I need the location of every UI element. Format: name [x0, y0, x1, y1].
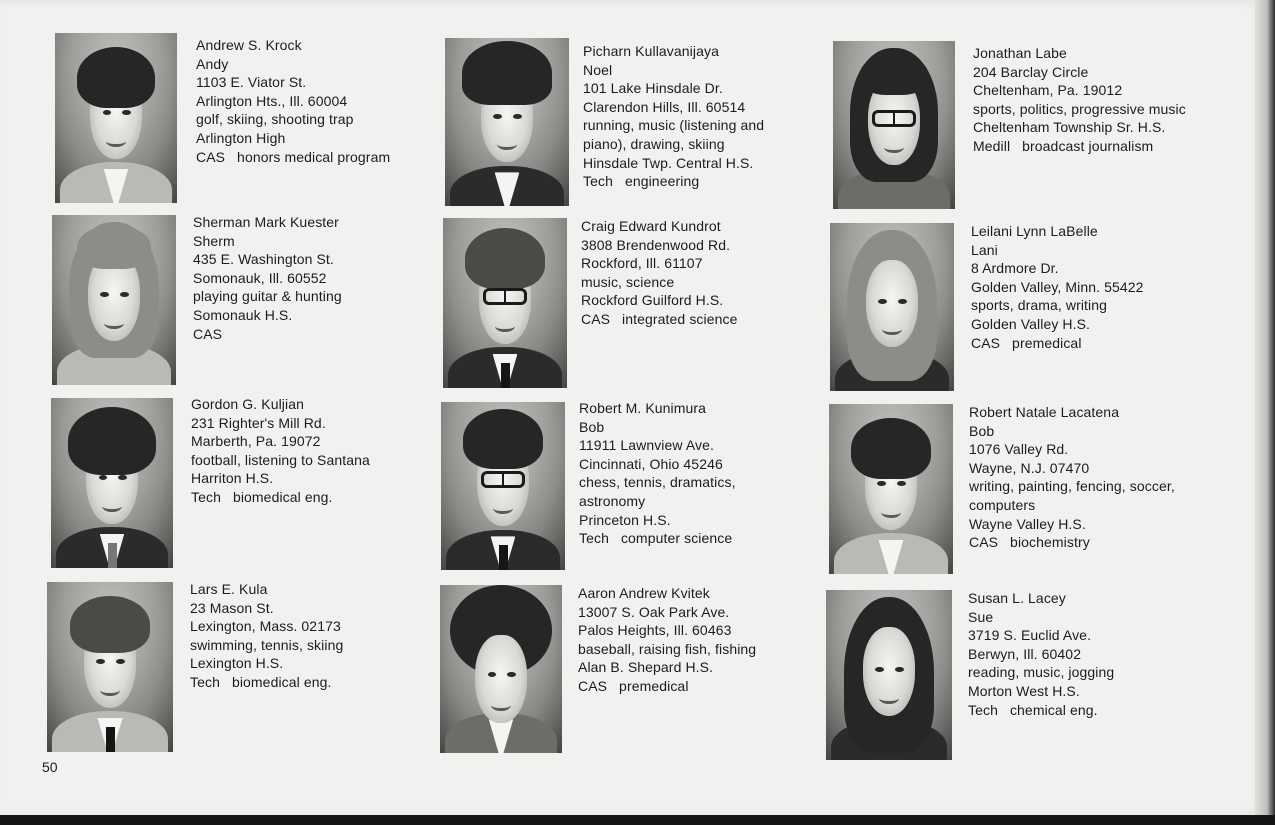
student-detail: Tech chemical eng. [968, 701, 1098, 718]
student-detail: Marberth, Pa. 19072 [191, 433, 321, 450]
student-photo [440, 585, 562, 753]
student-name: Jonathan Labe [973, 45, 1067, 61]
student-detail: Princeton H.S. [579, 511, 671, 528]
student-detail: 204 Barclay Circle [973, 63, 1089, 80]
student-detail: 23 Mason St. [190, 599, 274, 616]
student-name: Sherman Mark Kuester [193, 214, 339, 230]
student-name: Robert Natale Lacatena [969, 404, 1120, 420]
student-detail: CAS premedical [578, 677, 689, 694]
student-name: Lars E. Kula [190, 581, 268, 597]
student-detail: 13007 S. Oak Park Ave. [578, 603, 730, 620]
student-detail: Tech engineering [583, 173, 700, 190]
student-detail: Golden Valley, Minn. 55422 [971, 278, 1144, 295]
student-detail: Medill broadcast journalism [973, 137, 1154, 154]
student-info [968, 589, 1114, 719]
student-name: Leilani Lynn LaBelle [971, 223, 1098, 239]
student-detail: playing guitar & hunting [193, 288, 342, 305]
student-detail: CAS premedical [971, 334, 1082, 351]
student-photo [445, 38, 569, 206]
student-info [971, 222, 1144, 352]
student-detail: Cincinnati, Ohio 45246 [579, 455, 723, 472]
student-detail: Alan B. Shepard H.S. [578, 659, 714, 676]
student-info [583, 42, 764, 191]
student-detail: Golden Valley H.S. [971, 315, 1091, 332]
student-detail: Sherm [193, 232, 235, 249]
student-detail: Harriton H.S. [191, 470, 274, 487]
student-detail: 435 E. Washington St. [193, 251, 334, 268]
student-name: Aaron Andrew Kvitek [578, 585, 710, 601]
student-detail: sports, drama, writing [971, 297, 1108, 314]
student-name: Andrew S. Krock [196, 37, 302, 53]
student-detail: swimming, tennis, skiing [190, 636, 344, 653]
student-detail: golf, skiing, shooting trap [196, 111, 354, 128]
student-detail: computers [969, 496, 1036, 513]
student-detail: Sue [968, 608, 994, 625]
student-detail: Lexington, Mass. 02173 [190, 618, 341, 635]
student-detail: Rockford Guilford H.S. [581, 292, 724, 309]
student-info [191, 395, 370, 507]
page-fold-shadow [1255, 0, 1275, 815]
student-detail: Berwyn, Ill. 60402 [968, 645, 1082, 662]
student-detail: astronomy [579, 492, 646, 509]
student-info [969, 403, 1175, 552]
student-detail: Morton West H.S. [968, 682, 1080, 699]
student-detail: sports, politics, progressive music [973, 100, 1186, 117]
student-detail: baseball, raising fish, fishing [578, 640, 757, 657]
student-detail: Lani [971, 241, 998, 258]
student-detail: Andy [196, 55, 229, 72]
student-detail: 231 Righter's Mill Rd. [191, 414, 326, 431]
student-detail: Arlington High [196, 129, 286, 146]
student-detail: Arlington Hts., Ill. 60004 [196, 92, 348, 109]
student-name: Susan L. Lacey [968, 590, 1066, 606]
student-detail: Hinsdale Twp. Central H.S. [583, 154, 754, 171]
student-photo [55, 33, 177, 203]
student-name: Robert M. Kunimura [579, 400, 707, 416]
student-detail: Wayne Valley H.S. [969, 515, 1086, 532]
student-detail: piano), drawing, skiing [583, 135, 725, 152]
student-photo [52, 215, 176, 385]
student-detail: 3719 S. Euclid Ave. [968, 627, 1092, 644]
student-info [196, 36, 390, 166]
student-detail: Wayne, N.J. 07470 [969, 459, 1090, 476]
student-detail: Tech computer science [579, 530, 733, 547]
student-info [190, 580, 343, 692]
student-photo [830, 223, 954, 391]
student-info [581, 217, 737, 329]
student-photo [829, 404, 953, 574]
student-info [193, 213, 342, 343]
student-detail: CAS integrated science [581, 310, 738, 327]
student-detail: Tech biomedical eng. [190, 673, 332, 690]
student-detail: music, science [581, 273, 675, 290]
student-detail: running, music (listening and [583, 117, 765, 134]
student-detail: 1076 Valley Rd. [969, 441, 1069, 458]
student-detail: Noel [583, 61, 613, 78]
student-detail: Bob [969, 422, 995, 439]
student-detail: CAS honors medical program [196, 148, 391, 165]
page-bottom-edge [0, 815, 1275, 825]
student-detail: chess, tennis, dramatics, [579, 474, 736, 491]
student-detail: 11911 Lawnview Ave. [579, 437, 714, 454]
student-photo [826, 590, 952, 760]
student-photo [51, 398, 173, 568]
student-detail: Clarendon Hills, Ill. 60514 [583, 98, 746, 115]
student-name: Craig Edward Kundrot [581, 218, 721, 234]
student-detail: CAS [193, 325, 223, 342]
student-detail: reading, music, jogging [968, 664, 1115, 681]
student-detail: 101 Lake Hinsdale Dr. [583, 80, 723, 97]
student-detail: Somonauk H.S. [193, 306, 293, 323]
student-info [579, 399, 736, 548]
student-name: Gordon G. Kuljian [191, 396, 304, 412]
student-detail: writing, painting, fencing, soccer, [969, 478, 1175, 495]
student-detail: Lexington H.S. [190, 655, 284, 672]
student-photo [443, 218, 567, 388]
student-detail: Somonauk, Ill. 60552 [193, 269, 327, 286]
student-detail: Cheltenham Township Sr. H.S. [973, 119, 1166, 136]
page-number: 50 [42, 759, 58, 775]
student-detail: 3808 Brendenwood Rd. [581, 236, 731, 253]
student-detail: CAS biochemistry [969, 534, 1090, 551]
student-detail: Cheltenham, Pa. 19012 [973, 82, 1123, 99]
student-detail: Bob [579, 418, 605, 435]
student-detail: 1103 E. Viator St. [196, 74, 307, 91]
student-photo [833, 41, 955, 209]
student-detail: Palos Heights, Ill. 60463 [578, 622, 732, 639]
student-info [578, 584, 756, 696]
student-detail: 8 Ardmore Dr. [971, 260, 1059, 277]
student-detail: football, listening to Santana [191, 451, 370, 468]
student-detail: Rockford, Ill. 61107 [581, 255, 703, 272]
student-name: Picharn Kullavanijaya [583, 43, 719, 59]
student-detail: Tech biomedical eng. [191, 488, 333, 505]
student-photo [47, 582, 173, 752]
student-info [973, 44, 1186, 156]
student-photo [441, 402, 565, 570]
